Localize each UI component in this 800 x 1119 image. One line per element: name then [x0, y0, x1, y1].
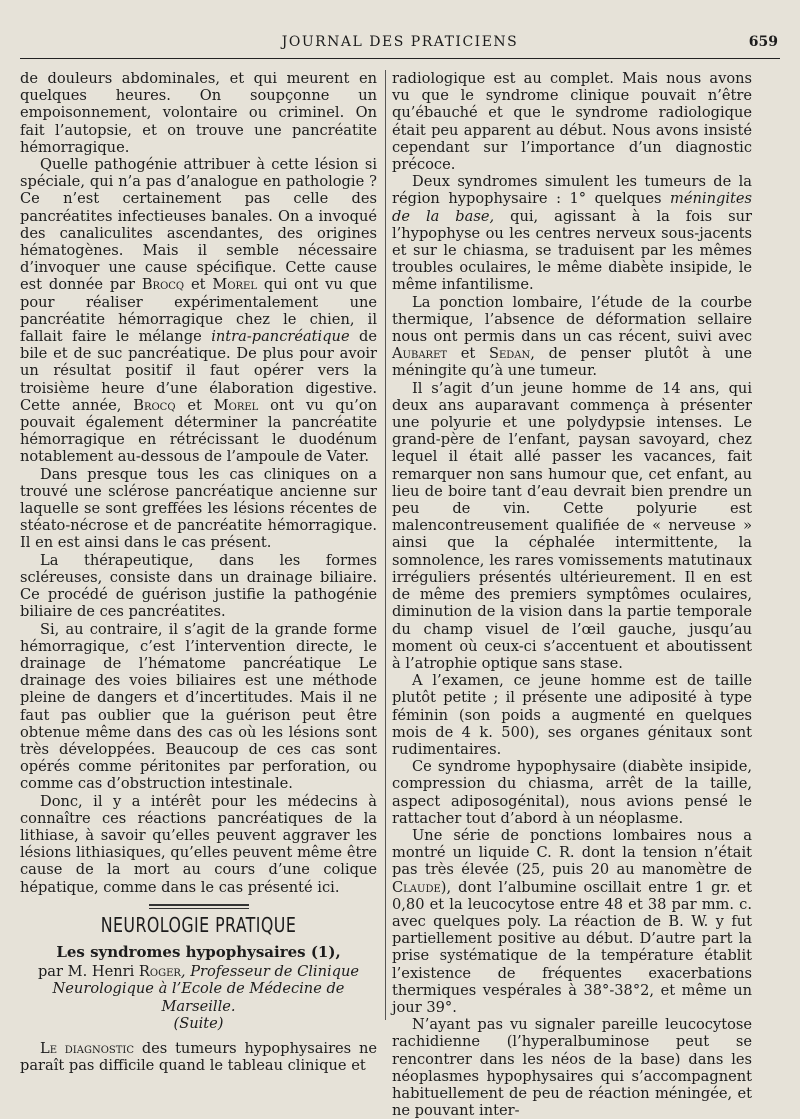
column-divider — [385, 70, 386, 1020]
text-run: La ponction lombaire, l’étude de la courbe thermique, l’absence de déformation sellaire nous ont permis dans un cas récent, suivi avec — [392, 293, 752, 346]
text-run: ont vu qu’on pouvait également déterminer la pancréatite hémorragique en rétrécissant le duodénum notablement au-dessous de l’ampoule de Vater. — [20, 396, 378, 466]
text-run: des tumeurs hypophysaires ne paraît pas difficile quand le tableau clinique et — [20, 1039, 377, 1075]
text-run: ), dont l’albumine oscillait entre 1 gr. et 0,80 et la leucocytose entre 48 et 38 par mm. c. avec quelques poly. La réaction de B. W. y fut partiellement positive au début. D’autre part la prise systématique de la température établit l’existence de fréquentes exacerbations thermiques vespérales à 38°-38°2, et même un jour 39°. — [392, 878, 752, 1016]
paragraph: N’ayant pas vu signaler pareille leucocytose rachidienne (l’hyperalbuminose peut se rencontrer dans les néos de la base) dans les néoplasmes hypophysaires qui s’accompagnent habituellement de peu de réaction méningée, et ne pouvant inter- — [392, 1016, 752, 1119]
paragraph — [392, 173, 752, 293]
text-run: Une série de ponctions lombaires nous a montré un liquide C. R. dont la tension n’était pas très élevée (25, puis 20 au manomètre de — [392, 826, 752, 879]
page-header — [0, 30, 800, 54]
text-run: qui, agissant à la fois sur l’hypophyse ou les centres nerveux sous-jacents et sur le chiasma, se traduisent par les mêmes troubles oculaires, le même diabète insipide, le même infantilisme. — [392, 207, 752, 294]
italic-term: intra-pancréatique — [211, 328, 350, 346]
author-name: Claude — [392, 878, 441, 896]
right-column — [392, 70, 752, 1119]
author-name: Morel — [212, 276, 258, 294]
author-name: Brocq — [141, 276, 185, 294]
author-role: , Professeur de Clinique Neurologique à l’Ecole de Médecine de Marseille. — [52, 963, 360, 1015]
journal-title: JOURNAL DES PRATICIENS — [281, 34, 519, 50]
text-run: qui ont vu que pour réaliser expérimentalement une pancréatite hémorragique chez le chien, il fallait faire le mélange — [20, 276, 377, 346]
text-run: et — [184, 276, 213, 294]
text-run: et — [175, 396, 214, 414]
paragraph: de douleurs abdominales, et qui meurent en quelques heures. On soupçonne un empoisonnement, volontaire ou criminel. On fait l’autopsie, et on trouve une pancréatite hémorragique. — [20, 70, 377, 156]
text-run: Deux syndromes simulent les tumeurs de la région hypophysaire : 1° quelques — [392, 173, 752, 208]
header-rule — [20, 58, 780, 59]
text-run: Le diagnostic — [40, 1039, 135, 1057]
section-title: NEUROLOGIE PRATIQUE — [100, 912, 297, 937]
paragraph: Dans presque tous les cas cliniques on a trouvé une sclérose pancréatique ancienne sur laquelle se sont greffées les lésions récentes de stéato-nécrose et de pancréatite hémorragique. Il en est ainsi dans le cas présent. — [20, 465, 377, 552]
paragraph — [392, 294, 752, 380]
left-column — [20, 70, 377, 1074]
italic-term: méningites de la base, — [392, 190, 752, 225]
text-run: de bile et de suc pancréatique. De plus pour avoir un résultat positif il faut opérer vers la troisième heure d’une élaboration digestive. Cette année, — [20, 328, 377, 414]
text-run: par M. Henri — [37, 963, 139, 981]
text-run: Quelle pathogénie attribuer à cette lésion si spéciale, qui n’a pas d’analogue en pathologie ? Ce n’est certainement pas celle des pancréatites infectieuses banales. On a invoqué des canaliculites ascendantes, des origines hématogènes. Mais il semble nécessaire d’invoquer une cause spécifique. Cette cause est donnée par — [20, 156, 377, 294]
author-name: Aubaret — [392, 345, 448, 363]
paragraph: La thérapeutique, dans les formes scléreuses, consiste dans un drainage biliaire. Ce procédé de guérison justifie la pathogénie biliaire de ces pancréatites. — [20, 551, 377, 621]
author-name: Sedan — [488, 345, 531, 363]
text-run: , de penser plutôt à une méningite qu’à une tumeur. — [392, 345, 753, 380]
author-name: Roger — [138, 963, 181, 981]
paragraph: Ce syndrome hypophysaire (diabète insipide, compression du chiasma, arrêt de la taille, aspect adiposogénital), nous avions pensé le rattacher tout d’abord à un néoplasme. — [392, 758, 752, 827]
article-title: Les syndromes hypophysaires (1), — [56, 942, 341, 961]
paragraph — [20, 156, 377, 466]
author-name: Morel — [213, 396, 259, 414]
paragraph — [20, 1040, 377, 1074]
page-number: 659 — [748, 34, 778, 50]
paragraph — [392, 827, 752, 1016]
paragraph: radiologique est au complet. Mais nous avons vu que le syndrome clinique pouvait n’être qu’ébauché et que le syndrome radiologique était peu apparent au début. Nous avons insisté cependant sur l’importance d’un diagnostic précoce. — [392, 70, 752, 174]
suite-label: (Suite) — [173, 1014, 224, 1032]
paragraph: Il s’agit d’un jeune homme de 14 ans, qui deux ans auparavant commença à présenter une polyurie et une polydypsie intenses. Le grand-père de l’enfant, paysan savoyard, chez lequel il était allé passer les vacances, fait remarquer non sans humour que, cet enfant, au lieu de boire tant d’eau devrait bien prendre un peu de vin. Cette polyurie est malencontreusement qualifiée de « nerveuse » ainsi que la céphalée intermittente, la somnolence, les rares vomissements matutinaux irréguliers présentés ultérieurement. Il en est de même des premiers symptômes oculaires, diminution de la vision dans la partie temporale du champ visuel de l’œil gauche, jusqu’au moment où ceux-ci s’accentuent et aboutissent à l’atrophie optique sans stase. — [392, 379, 752, 672]
author-name: Brocq — [133, 396, 176, 414]
paragraph: Si, au contraire, il s’agit de la grande forme hémorragique, c’est l’intervention directe, le drainage de l’hématome pancréatique Le drainage des voies biliaires est une méthode pleine de dangers et d’incertitudes. Mais il ne faut pas oublier que la guérison peut être obtenue même dans des cas où les lésions sont très développées. Beaucoup de ces cas sont opérés comme péritonites par perforation, ou comme cas d’obstruction intestinale. — [20, 620, 377, 793]
section-separator — [149, 904, 249, 909]
paragraph: A l’examen, ce jeune homme est de taille plutôt petite ; il présente une adiposité à type féminin (son poids a augmenté en quelques mois de 4 k. 500), ses organes génitaux sont rudimentaires. — [392, 672, 752, 758]
paragraph: Donc, il y a intérêt pour les médecins à connaître ces réactions pancréatiques de la lithiase, à savoir qu’elles peuvent aggraver les lésions lithiasiques, qu’elles peuvent même être cause de la mort au cours d’une colique hépatique, comme dans le cas présenté ici. — [20, 792, 377, 896]
byline — [20, 963, 377, 1015]
text-run: et — [447, 345, 489, 363]
